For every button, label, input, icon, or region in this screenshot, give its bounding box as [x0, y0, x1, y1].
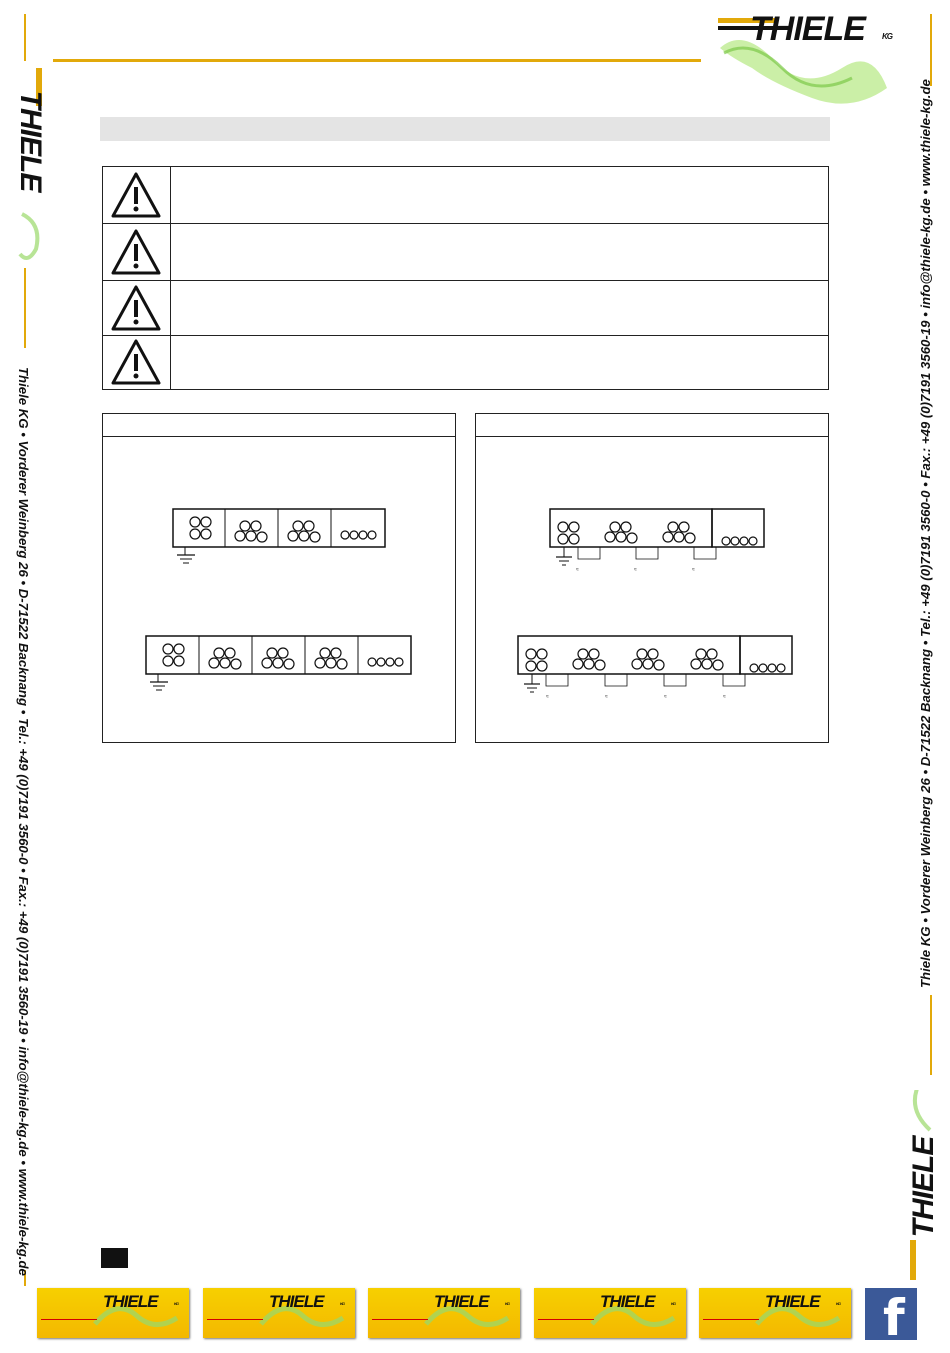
connector-strip-isolated-5	[518, 636, 792, 700]
tab-logo-suffix: KG	[505, 1301, 509, 1306]
bottom-tab-2[interactable]	[203, 1288, 355, 1338]
isolation-label: ≈	[605, 694, 608, 700]
isolation-label: ≈	[692, 567, 695, 573]
warning-icon-cell	[103, 281, 171, 335]
right-contact-text: Thiele KG • Vorderer Weinberg 26 • D-71522 Backnang • Tel.: +49 (0)7191 3560-0 • Fax.: +49 (0)7191 3560-19 • info@thiele-kg.de • www.thiele-kg.de	[918, 79, 933, 988]
isolation-label: ≈	[723, 694, 726, 700]
right-logo-word: THIELE	[907, 1136, 940, 1238]
warning-icon-cell	[103, 224, 171, 280]
facebook-icon: f	[883, 1289, 905, 1340]
warning-row	[103, 224, 828, 281]
right-logo	[904, 1090, 944, 1290]
isolation-label: ≈	[634, 567, 637, 573]
right-panel-diagram	[476, 437, 828, 743]
warning-icon-cell	[103, 336, 171, 389]
tab-logo-word: THIELE	[600, 1292, 655, 1311]
bottom-tab-4[interactable]	[534, 1288, 686, 1338]
left-contact-text: Thiele KG • Vorderer Weinberg 26 • D-71522 Backnang • Tel.: +49 (0)7191 3560-0 • Fax.: +49 (0)7191 3560-19 • info@thiele-kg.de • www.thiele-kg.de	[16, 367, 31, 1276]
tab-logo-word: THIELE	[765, 1292, 820, 1311]
tab-red-line	[372, 1319, 428, 1320]
warning-triangle-icon	[110, 338, 162, 386]
bottom-tab-1[interactable]	[37, 1288, 189, 1338]
left-logo	[8, 64, 48, 264]
tab-red-line	[703, 1319, 759, 1320]
left-panel	[102, 413, 456, 743]
warning-row	[103, 281, 828, 336]
left-border-line	[24, 14, 26, 61]
right-border-line-top	[930, 14, 932, 86]
right-panel-header	[476, 414, 828, 437]
top-logo-suffix: KG	[882, 32, 892, 41]
tab-logo-word: THIELE	[103, 1292, 158, 1311]
warning-icon-cell	[103, 167, 171, 223]
tab-logo-word: THIELE	[269, 1292, 324, 1311]
top-logo-word: THIELE	[750, 10, 865, 48]
bottom-tab-3[interactable]	[368, 1288, 520, 1338]
bottom-tab-5[interactable]	[699, 1288, 851, 1338]
tab-logo-suffix: KG	[836, 1301, 840, 1306]
connector-strip-4	[173, 509, 385, 563]
isolation-label: ≈	[546, 694, 549, 700]
right-panel	[475, 413, 829, 743]
tab-red-line	[41, 1319, 97, 1320]
left-logo-word: THIELE	[14, 90, 47, 192]
left-border-line-lower	[24, 268, 26, 348]
warning-triangle-icon	[110, 284, 162, 332]
warning-table	[102, 166, 829, 390]
left-panel-header	[103, 414, 455, 437]
warning-triangle-icon	[110, 171, 162, 219]
isolation-label: ≈	[664, 694, 667, 700]
tab-logo-suffix: KG	[340, 1301, 344, 1306]
header-rule	[53, 59, 701, 62]
warning-triangle-icon	[110, 228, 162, 276]
connector-strip-5	[146, 636, 411, 690]
left-panel-diagram	[103, 437, 455, 743]
page-number-box	[101, 1248, 128, 1268]
tab-red-line	[207, 1319, 263, 1320]
tab-logo-word: THIELE	[434, 1292, 489, 1311]
tab-logo-suffix: KG	[174, 1301, 178, 1306]
tab-red-line	[538, 1319, 594, 1320]
connector-strip-isolated-4	[550, 509, 764, 573]
tab-logo-suffix: KG	[671, 1301, 675, 1306]
top-logo	[712, 8, 902, 108]
isolation-label: ≈	[576, 567, 579, 573]
facebook-button[interactable]	[865, 1288, 917, 1340]
warning-row	[103, 336, 828, 389]
right-border-line-mid	[930, 995, 932, 1075]
title-bar	[100, 117, 830, 141]
warning-row	[103, 167, 828, 224]
